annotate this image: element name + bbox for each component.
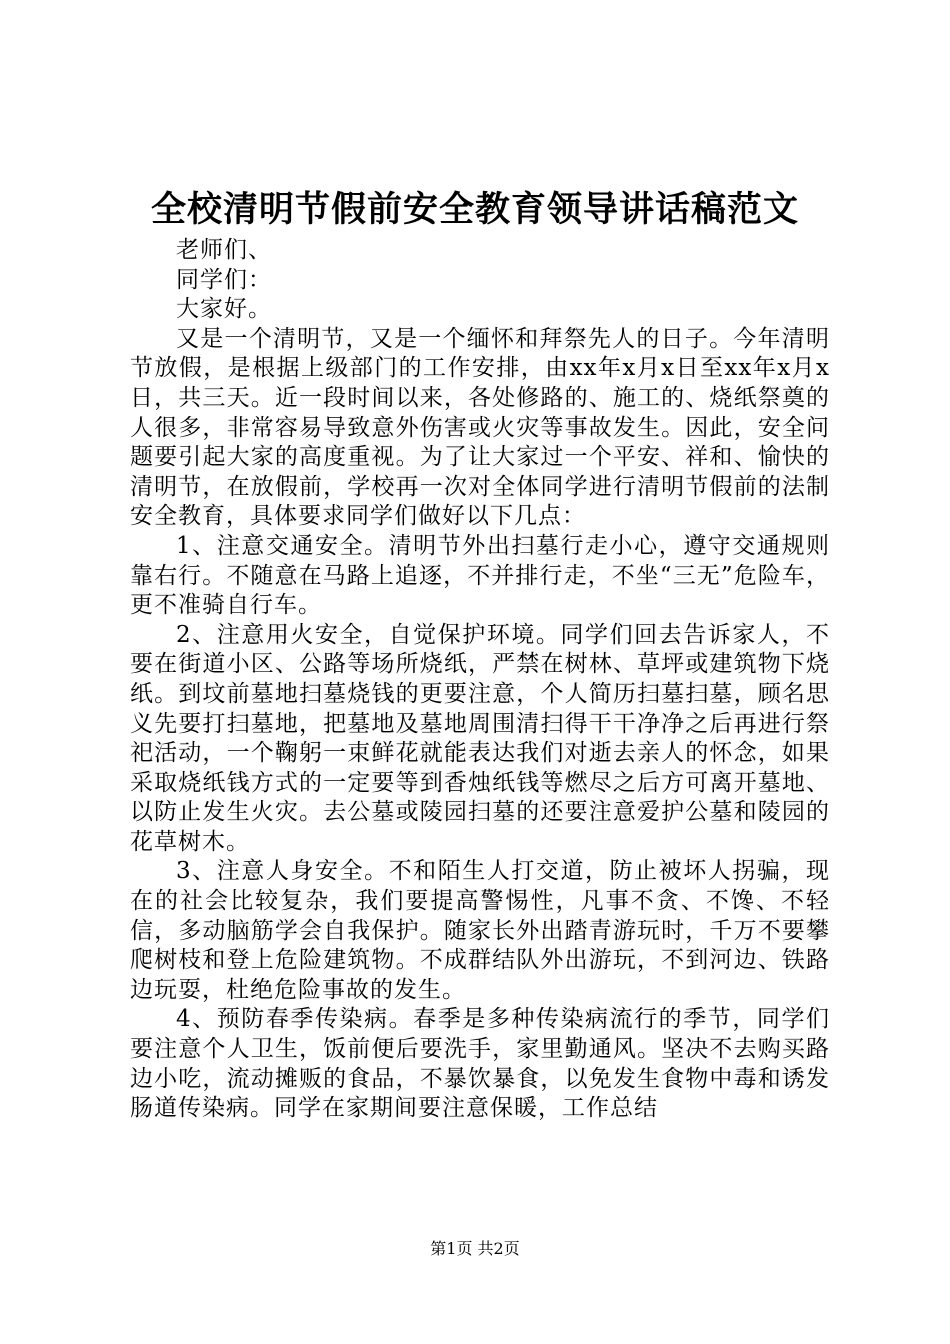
document-body <box>130 236 830 1124</box>
paragraph-intro: 又是一个清明节，又是一个缅怀和拜祭先人的日子。今年清明节放假，是根据上级部门的工作安排，由xx年x月x日至xx年x月x日，共三天。近一段时间以来，各处修路的、施工的、烧纸祭奠的人很多，非常容易导致意外伤害或火灾等事故发生。因此，安全问题要引起大家的高度重视。为了让大家过一个平安、祥和、愉快的清明节，在放假前，学校再一次对全体同学进行清明节假前的法制安全教育，具体要求同学们做好以下几点： <box>130 325 830 530</box>
salutation-greeting: 大家好。 <box>176 296 272 323</box>
document-title: 全校清明节假前安全教育领导讲话稿范文 <box>150 189 799 230</box>
paragraph-disease-prevention: 4、预防春季传染病。春季是多种传染病流行的季节，同学们要注意个人卫生，饭前便后要洗手，家里勤通风。坚决不去购买路边小吃，流动摊贩的食品，不暴饮暴食，以免发生食物中毒和诱发肠道传染病。同学在家期间要注意保暖，工作总结 <box>130 1006 830 1122</box>
paragraph-traffic-safety: 1、注意交通安全。清明节外出扫墓行走小心，遵守交通规则靠右行。不随意在马路上追逐，不并排行走，不坐“三无”危险车，更不准骑自行车。 <box>130 532 830 619</box>
salutation-teachers: 老师们、 <box>176 237 272 263</box>
page-number-footer: 第1页 共2页 <box>430 1239 520 1258</box>
salutation-students: 同学们： <box>176 266 272 293</box>
paragraph-fire-safety: 2、注意用火安全，自觉保护环境。同学们回去告诉家人，不要在街道小区、公路等场所烧纸，严禁在树林、草坪或建筑物下烧纸。到坟前墓地扫墓烧钱的更要注意，个人简历扫墓扫墓，顾名思义先要打扫墓地，把墓地及墓地周围清扫得干干净净之后再进行祭祀活动，一个鞠躬一束鲜花就能表达我们对逝去亲人的怀念，如果采取烧纸钱方式的一定要等到香烛纸钱等燃尽之后方可离开墓地、以防止发生火灾。去公墓或陵园扫墓的还要注意爱护公墓和陵园的花草树木。 <box>130 621 830 855</box>
paragraph-personal-safety: 3、注意人身安全。不和陌生人打交道，防止被坏人拐骗，现在的社会比较复杂，我们要提高警惕性，凡事不贪、不馋、不轻信，多动脑筋学会自我保护。随家长外出踏青游玩时，千万不要攀爬树枝和登上危险建筑物。不成群结队外出游玩，不到河边、铁路边玩耍，杜绝危险事故的发生。 <box>130 858 830 1003</box>
